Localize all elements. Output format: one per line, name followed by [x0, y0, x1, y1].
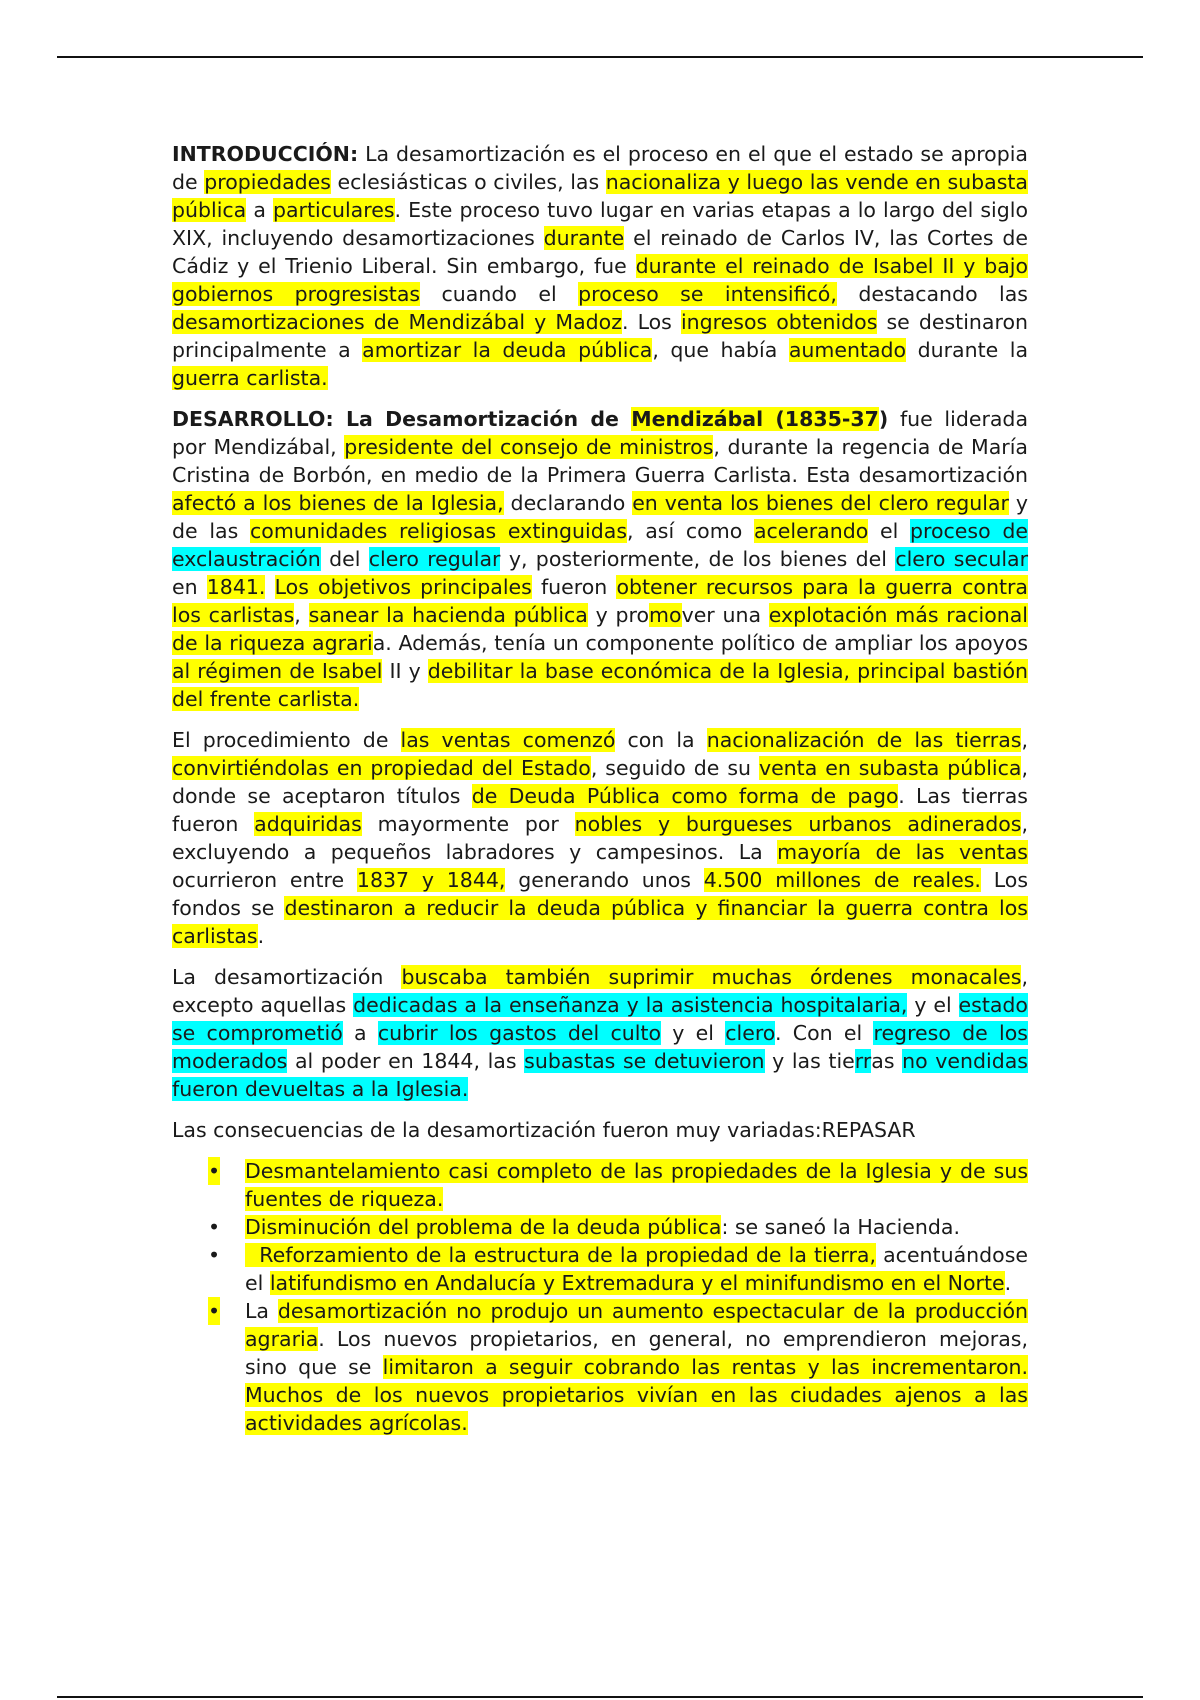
text-run: fueron — [531, 575, 617, 599]
highlight-yellow: limitaron a seguir cobrando las rentas y las incrementaron. Muchos de los nuevos propietarios vivían en las ciudades ajenos a las actividades agrícolas. — [245, 1355, 1028, 1435]
highlight-yellow: explotación más racional de la riqueza agrari — [172, 603, 1028, 655]
highlight-yellow: sanear la hacienda pública — [308, 603, 588, 627]
text-run: y el — [907, 993, 959, 1017]
text-run: La desamortización — [172, 965, 402, 989]
highlight-yellow: adquiridas — [254, 812, 362, 836]
text-run: Los fondos se — [172, 868, 1028, 920]
text-run: y el — [661, 1021, 726, 1045]
text-run: a. Además, tenía un componente político de ampliar los apoyos — [372, 631, 1028, 655]
text-run: . — [1004, 1271, 1012, 1295]
highlight-cyan: proceso de exclaustración — [172, 519, 1028, 571]
text-run: ) — [878, 407, 889, 431]
highlight-yellow: comunidades religiosas extinguidas — [250, 519, 628, 543]
highlight-yellow: mayoría de las ventas — [777, 840, 1028, 864]
paragraph-ordenes — [172, 963, 1028, 1103]
text-run: II y — [382, 659, 428, 683]
text-run: el — [868, 519, 910, 543]
text-run: cuando el — [420, 282, 579, 306]
highlight-yellow: acelerando — [753, 519, 869, 543]
highlight-yellow: convirtiéndolas en propiedad del Estado — [172, 756, 591, 780]
text-run: destacando las — [836, 282, 1028, 306]
text-run: , que había — [652, 338, 789, 362]
text-run: , — [1021, 728, 1029, 752]
text-run: eclesiásticas o civiles, las — [330, 170, 606, 194]
paragraph-procedimiento — [172, 726, 1028, 950]
highlight-cyan: no vendidas fueron devueltas a la Iglesia. — [172, 1049, 1028, 1101]
highlight-yellow: guerra carlista. — [172, 366, 328, 390]
text-run: as — [871, 1049, 903, 1073]
section-label-introduccion: INTRODUCCIÓN: — [172, 142, 359, 166]
text-run: con la — [615, 728, 707, 752]
highlight-cyan: clero secular — [895, 547, 1029, 571]
list-item — [245, 1157, 1028, 1213]
highlight-yellow: nacionaliza y luego las vende en subasta pública — [172, 170, 1028, 222]
highlight-yellow: desamortización no produjo un aumento espectacular de la producción agraria — [245, 1299, 1028, 1351]
highlight-yellow: Disminución del problema de la deuda pública — [245, 1215, 722, 1239]
highlight-yellow: durante el reinado de Isabel II y bajo gobiernos progresistas — [172, 254, 1029, 306]
text-run: en — [172, 575, 207, 599]
highlight-cyan: dedicadas a la enseñanza y la asistencia hospitalaria, — [353, 993, 908, 1017]
text-run: . Este proceso tuvo lugar en varias etapas a lo largo del siglo XIX, incluyendo desamortizaciones — [172, 198, 1028, 250]
paragraph-introduccion — [172, 140, 1028, 392]
highlight-yellow: 4.500 millones de reales. — [703, 868, 981, 892]
paragraph-desarrollo — [172, 405, 1028, 713]
highlight-yellow: amortizar la deuda pública — [362, 338, 653, 362]
highlight-yellow: nacionalización de las tierras — [706, 728, 1022, 752]
footer-rule — [57, 1696, 1143, 1698]
text-run: acentuándose el — [245, 1243, 1035, 1295]
highlight-yellow: particulares — [272, 198, 395, 222]
highlight-yellow: Mendizábal (1835-37 — [631, 407, 879, 431]
highlight-yellow: venta en subasta pública — [758, 756, 1022, 780]
text-run: ver una — [681, 603, 769, 627]
text-run: . Los — [621, 310, 681, 334]
highlight-yellow: las ventas comenzó — [400, 728, 616, 752]
highlight-yellow: presidente del consejo de ministros — [344, 435, 714, 459]
text-run: . Las tierras fueron — [172, 784, 1028, 836]
list-item — [245, 1297, 1028, 1437]
highlight-yellow: 1841. — [206, 575, 266, 599]
text-run: , excepto aquellas — [172, 965, 1028, 1017]
highlight-yellow: en venta los bienes del clero regular — [632, 491, 1009, 515]
text-run: : se saneó la Hacienda. — [721, 1215, 960, 1239]
highlight-yellow: durante — [543, 226, 625, 250]
text-run: el reinado de Carlos IV, las Cortes de Cádiz y el Trienio Liberal. Sin embargo, fue — [172, 226, 1029, 278]
highlight-yellow: de Deuda Pública como forma de pago — [471, 784, 899, 808]
text-run: ocurrieron entre — [172, 868, 357, 892]
text-run: , — [294, 603, 309, 627]
text-run: y pro — [587, 603, 650, 627]
highlight-yellow: destinaron a reducir la deuda pública y financiar la guerra contra los carlistas — [172, 896, 1028, 948]
text-run: . Con el — [775, 1021, 874, 1045]
text-run: y las tie — [764, 1049, 855, 1073]
paragraph-consecuencias-intro: Las consecuencias de la desamortización fueron muy variadas:REPASAR — [172, 1118, 916, 1142]
highlight-cyan: rr — [854, 1049, 872, 1073]
list-item — [245, 1241, 1035, 1297]
header-rule — [57, 56, 1143, 58]
text-run: . — [257, 924, 265, 948]
text-run: La desamortización es el proceso en el que el estado se apropia de — [172, 142, 1028, 194]
highlight-yellow: buscaba también suprimir muchas órdenes monacales — [401, 965, 1022, 989]
highlight-cyan: cubrir los gastos del culto — [377, 1021, 662, 1045]
text-run: del — [320, 547, 369, 571]
highlight-cyan: clero — [725, 1021, 775, 1045]
highlight-yellow: obtener recursos para la guerra contra los carlistas — [172, 575, 1028, 627]
highlight-yellow: ingresos obtenidos — [680, 310, 878, 334]
list-item — [245, 1213, 1028, 1241]
text-run: durante la — [906, 338, 1029, 362]
text-run: La — [245, 1299, 278, 1323]
text-run: , excluyendo a pequeños labradores y campesinos. La — [172, 812, 1028, 864]
text-run — [265, 575, 274, 599]
text-run: El procedimiento de — [172, 728, 401, 752]
section-label-desarrollo: DESARROLLO: La Desamortización de — [172, 407, 632, 431]
highlight-yellow: aumentado — [788, 338, 907, 362]
text-run: mayormente por — [361, 812, 575, 836]
text-run: , seguido de su — [590, 756, 759, 780]
highlight-yellow: desamortizaciones de Mendizábal y Madoz — [172, 310, 622, 334]
text-run: generando unos — [505, 868, 704, 892]
highlight-yellow: Los objetivos principales — [274, 575, 532, 599]
highlight-yellow: Reforzamiento de la estructura de la propiedad de la tierra, — [245, 1243, 876, 1267]
highlight-cyan: estado se comprometió — [172, 993, 1028, 1045]
text-run: , durante la regencia de María Cristina de Borbón, en medio de la Primera Guerra Carlista. Esta desamortización — [172, 435, 1028, 487]
text-run: fue liderada por Mendizábal, — [172, 407, 1029, 459]
document-body — [172, 140, 1035, 1437]
highlight-yellow: propiedades — [204, 170, 331, 194]
highlight-cyan: regreso de los moderados — [172, 1021, 1028, 1073]
highlight-yellow: afectó a los bienes de la Iglesia, — [172, 491, 504, 515]
text-run: , donde se aceptaron títulos — [172, 756, 1028, 808]
highlight-yellow: latifundismo en Andalucía y Extremadura y el minifundismo en el Norte — [269, 1271, 1005, 1295]
highlight-yellow: nobles y burgueses urbanos adinerados — [574, 812, 1022, 836]
consecuencias-list — [172, 1157, 1035, 1437]
text-run: declarando — [503, 491, 633, 515]
highlight-cyan: subastas se detuvieron — [524, 1049, 765, 1073]
text-run: a — [246, 198, 273, 222]
highlight-yellow: 1837 y 1844, — [356, 868, 506, 892]
highlight-yellow: debilitar la base económica de la Iglesia, principal bastión del frente carlista. — [172, 659, 1028, 711]
highlight-yellow: al régimen de Isabel — [172, 659, 383, 683]
highlight-cyan: clero regular — [368, 547, 501, 571]
text-run: y de las — [172, 491, 1028, 543]
text-run: se destinaron principalmente a — [172, 310, 1028, 362]
highlight-yellow: Desmantelamiento casi completo de las propiedades de la Iglesia y de sus fuentes de riqueza. — [245, 1159, 1028, 1211]
text-run: al poder en 1844, las — [287, 1049, 525, 1073]
highlight-yellow: proceso se intensificó, — [578, 282, 837, 306]
text-run: y, posteriormente, de los bienes del — [500, 547, 896, 571]
text-run: a — [342, 1021, 378, 1045]
highlight-yellow: mo — [649, 603, 682, 627]
text-run: , así como — [627, 519, 754, 543]
text-run: . Los nuevos propietarios, en general, no emprendieron mejoras, sino que se — [245, 1327, 1028, 1379]
